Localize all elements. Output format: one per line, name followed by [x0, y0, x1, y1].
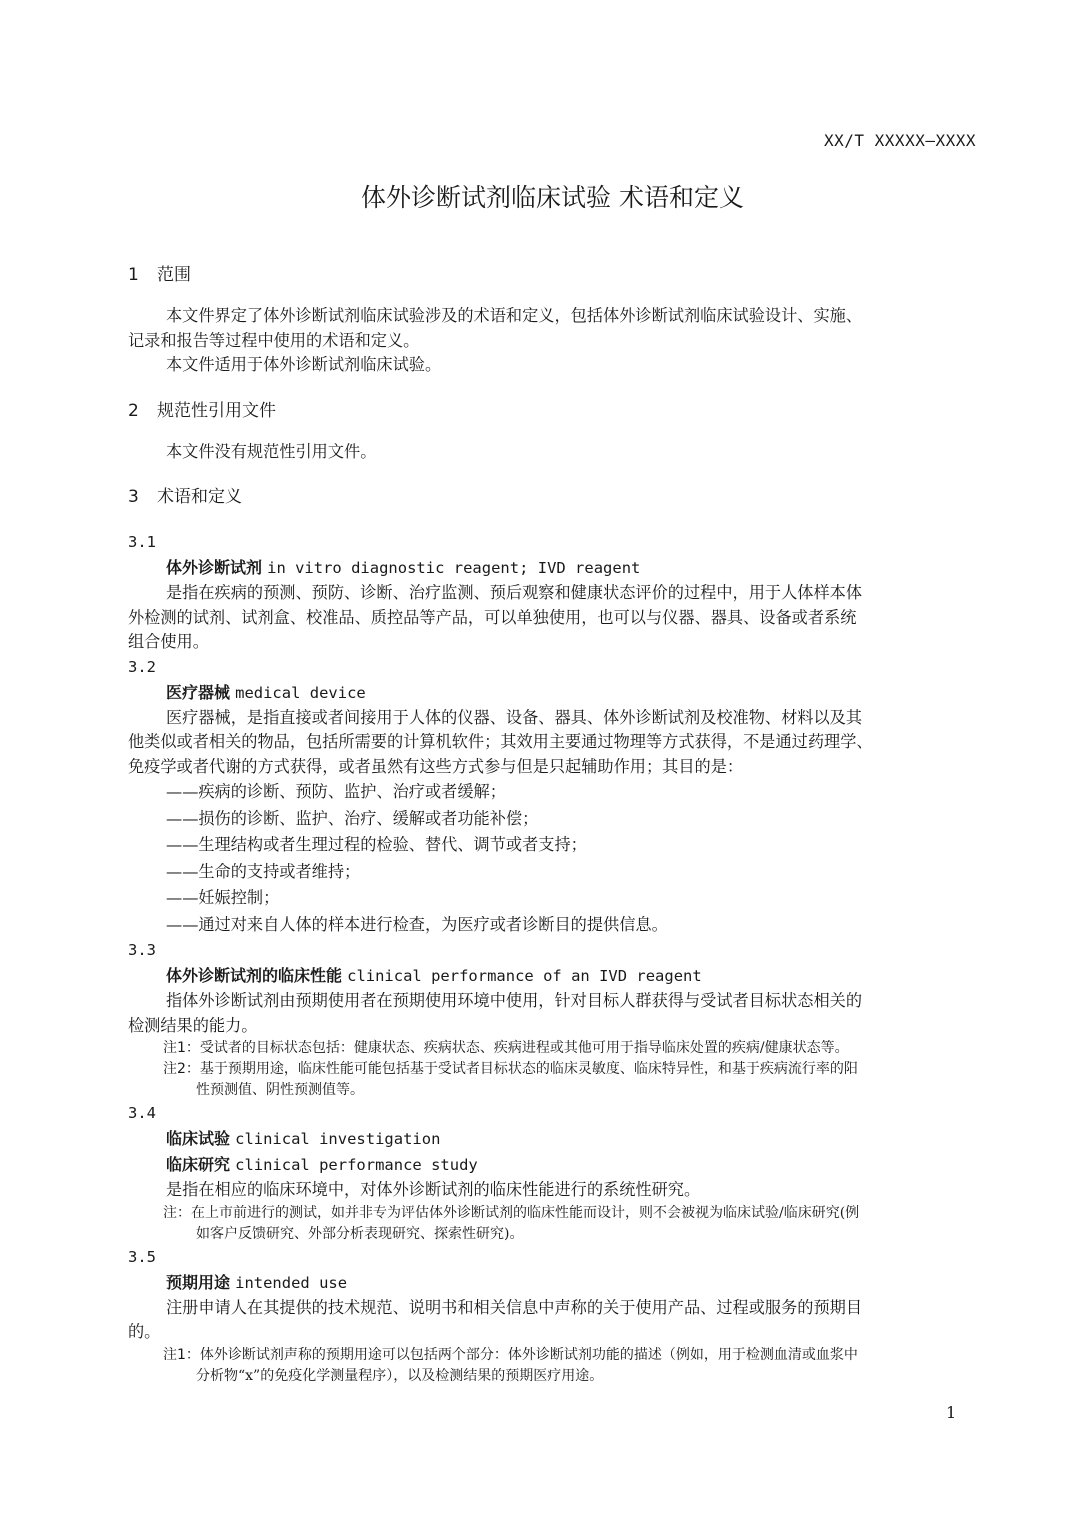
term-zh: 预期用途 [166, 1272, 231, 1292]
note [128, 1345, 978, 1387]
section-2-heading [128, 398, 978, 424]
note-text: 分析物“x”的免疫化学测量程序），以及检测结果的预期医疗用途。 [196, 1367, 604, 1384]
term-zh: 体外诊断试剂的临床性能 [166, 966, 343, 985]
definition: 是指在疾病的预测、预防、诊断、治疗监测、预后观察和健康状态评价的过程中，用于人体样本体 [166, 583, 863, 602]
note [128, 1038, 978, 1059]
list-item: ——妊娠控制； [166, 888, 280, 907]
paragraph: 本文件适用于体外诊断试剂临床试验。 [166, 355, 442, 374]
note-text: 如客户反馈研究、外部分析表现研究、探索性研究)。 [196, 1225, 524, 1242]
term-zh: 体外诊断试剂 [166, 558, 263, 577]
paragraph: 记录和报告等过程中使用的术语和定义。 [128, 330, 420, 350]
note [128, 1203, 978, 1245]
list-item: ——通过对来自人体的样本进行检查，为医疗或者诊断目的提供信息。 [166, 914, 668, 934]
document-title: 体外诊断试剂临床试验 术语和定义 [361, 183, 744, 212]
note-label: 注1： [163, 1346, 200, 1363]
term-entry [128, 963, 978, 989]
list-item: ——生理结构或者生理过程的检验、替代、调节或者支持； [166, 835, 587, 854]
term-entry [128, 1152, 978, 1178]
list-item: ——损伤的诊断、监护、治疗、缓解或者功能补偿； [166, 808, 539, 828]
note-text: 体外诊断试剂声称的预期用途可以包括两个部分：体外诊断试剂功能的描述（例如，用于检测血清或血浆中 [199, 1346, 858, 1363]
term-entry [128, 1270, 978, 1296]
term-number: 3.4 [128, 1104, 156, 1122]
term-en: clinical investigation [235, 1130, 441, 1148]
definition: 是指在相应的临床环境中，对体外诊断试剂的临床性能进行的系统性研究。 [166, 1180, 701, 1199]
note-text: 基于预期用途，临床性能可能包括基于受试者目标状态的临床灵敏度、临床特异性，和基于疾病流行率的阳 [199, 1061, 858, 1077]
term-entry [128, 680, 978, 706]
note [128, 1059, 978, 1101]
term-en: medical device [235, 683, 366, 702]
definition: 指体外诊断试剂由预期使用者在预期使用环境中使用，针对目标人群获得与受试者目标状态相关的 [166, 991, 863, 1010]
note-text: 性预测值、阴性预测值等。 [196, 1082, 364, 1098]
note-label: 注1： [163, 1040, 200, 1056]
definition: 检测结果的能力。 [128, 1015, 258, 1035]
definition: 免疫学或者代谢的方式获得，或者虽然有这些方式参与但是只起辅助作用；其目的是： [128, 756, 744, 776]
term-number: 3.2 [128, 657, 156, 676]
term-zh: 临床试验 [166, 1129, 231, 1148]
definition: 的。 [128, 1322, 161, 1341]
term-number: 3.1 [128, 533, 156, 551]
term-en: in vitro diagnostic reagent; IVD reagent [267, 559, 641, 577]
term-en: intended use [235, 1273, 348, 1292]
list-item: ——疾病的诊断、预防、监护、治疗或者缓解； [166, 782, 506, 801]
section-1-heading [128, 262, 978, 288]
term-entry [128, 555, 978, 581]
definition: 外检测的试剂、试剂盒、校准品、质控品等产品，可以单独使用，也可以与仪器、器具、设备或者系统 [128, 607, 857, 627]
section-number: 2 [128, 400, 139, 421]
definition: 注册申请人在其提供的技术规范、说明书和相关信息中声称的关于使用产品、过程或服务的预期目 [166, 1297, 863, 1317]
section-title: 术语和定义 [157, 487, 242, 507]
definition: 组合使用。 [128, 632, 209, 651]
term-number: 3.3 [128, 941, 156, 959]
note-text: 受试者的目标状态包括：健康状态、疾病状态、疾病进程或其他可用于指导临床处置的疾病/健康状态等。 [199, 1040, 849, 1056]
page-number: 1 [946, 1403, 957, 1422]
section-number: 3 [128, 487, 139, 507]
note-label: 注2： [163, 1061, 200, 1077]
note-label: 注： [163, 1204, 191, 1221]
section-number: 1 [128, 265, 139, 285]
term-entry [128, 1126, 978, 1152]
term-number: 3.5 [128, 1247, 156, 1266]
document-body [128, 262, 978, 1387]
term-zh: 医疗器械 [166, 682, 231, 702]
standard-code: XX/T XXXXX—XXXX [824, 131, 976, 150]
section-title: 规范性引用文件 [157, 400, 276, 421]
section-title: 范围 [157, 265, 191, 285]
definition: 他类似或者相关的物品，包括所需要的计算机软件；其效用主要通过物理等方式获得，不是通过药理学、 [128, 732, 873, 751]
term-en: clinical performance of an IVD reagent [347, 967, 702, 985]
paragraph: 本文件界定了体外诊断试剂临床试验涉及的术语和定义，包括体外诊断试剂临床试验设计、实施、 [166, 306, 863, 325]
note-text: 在上市前进行的测试，如并非专为评估体外诊断试剂的临床性能而设计，则不会被视为临床试验/临床研究(例 [191, 1204, 860, 1221]
term-en: clinical performance study [235, 1156, 478, 1174]
section-3-heading [128, 484, 978, 510]
paragraph: 本文件没有规范性引用文件。 [166, 441, 377, 461]
definition: 医疗器械，是指直接或者间接用于人体的仪器、设备、器具、体外诊断试剂及校准物、材料以及其 [166, 707, 863, 727]
term-zh: 临床研究 [166, 1155, 231, 1174]
list-item: ——生命的支持或者维持； [166, 861, 361, 881]
